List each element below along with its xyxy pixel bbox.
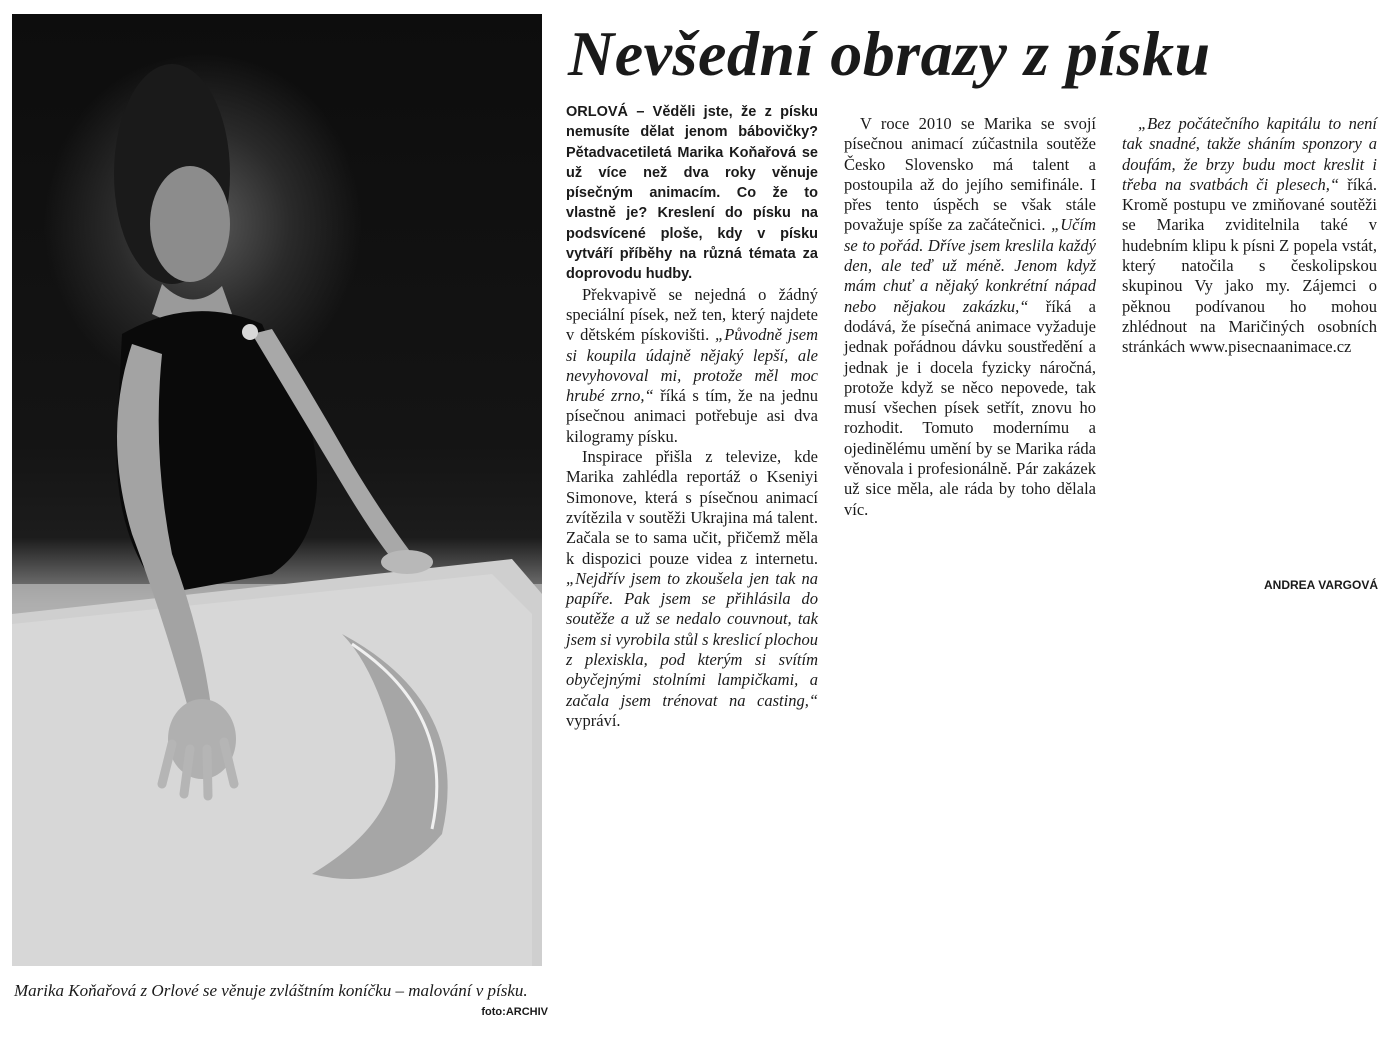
paragraph-2-text-b: vypráví. [566,710,621,730]
paragraph-3-text-a: V roce 2010 se Marika se svojí písečnou animací zúčastnila soutěže Česko Slovensko má talent a postoupila až do jejího semifinále. I přes tento úspěch se však stále považuje spíše za začátečnici. [844,114,1096,235]
paragraph-1 [566,285,818,447]
author-byline: ANDREA VARGOVÁ [1263,578,1378,592]
article-column-1 [566,102,818,730]
sand-artist-illustration [12,14,542,966]
article-photo [12,14,542,966]
paragraph-1-text-a: Překvapivě se nejedná o žádný speciální písek, než ten, který najdete v dětském pískovišti. [566,284,818,345]
paragraph-1-text-b: říká s tím, že na jednu písečnou animaci potřebuje asi dva kilogramy písku. [566,386,818,446]
article-column-3 [1122,114,1377,606]
paragraph-4 [1122,114,1377,358]
paragraph-2-quote: „Nejdřív jsem to zkoušela jen tak na papíře. Pak jsem se přihlásila do soutěže a už se nedalo couvnout, tak jsem si vyrobila stůl s kreslicí plochou z plexiskla, pod kterým si svítím obyčejnými stolními lampičkami, a začala jsem trénovat na casting,“ [566,568,818,710]
paragraph-4-text-b: říká. Kromě postupu ve zmiňované soutěži se Marika zviditelnila také v hudebním klipu k písni Z popela vstát, který natočila s českolipskou skupinou Vy jako my. Zájemci o pěknou podívanou ho mohou zhlédnout na Maričiných osobních stránkách www.pisecnaanimace.cz [1122,174,1377,357]
photo-credit: foto:ARCHIV [481,1006,548,1018]
paragraph-3 [844,114,1096,520]
paragraph-3-quote: „Učím se to pořád. Dříve jsem kreslila každý den, ale teď už méně. Jenom když mám chuť a nějaký konkrétní nápad nebo nějakou zakázku,“ [844,215,1096,316]
article-column-2 [844,114,1096,606]
paragraph-1-quote: „Původně jsem si koupila údajně nějaký lepší, ale nevyhovoval mi, protože měl moc hrubé zrno,“ [566,325,818,406]
paragraph-4-quote: „Bez počátečního kapitálu to není tak snadné, takže sháním sponzory a doufám, že brzy budu moct kreslit i třeba na svatbách či plesech,“ [1122,114,1377,194]
paragraph-3-text-b: říká a dodává, že písečná animace vyžaduje jednak pořádnou dávku soustředění a jednak je i docela fyzicky náročná, protože když se něco nepovede, tak musí všechen písek setřít, znovu ho rozhodit. Tomuto modernímu a ojedinělému umění by se Marika ráda věnovala i profesionálně. Pár zakázek už sice měla, ale ráda by toho dělala víc. [844,296,1096,519]
photo-caption: Marika Koňařová z Orlové se věnuje zvláštním koníčku – malování v písku. [14,981,528,1000]
headline: Nevšední obrazy z písku [568,18,1211,89]
lead-paragraph: ORLOVÁ – Věděli jste, že z písku nemusíte dělat jenom bábovičky? Pětadvacetiletá Marika Koňařová se už více než dva roky věnuje písečným animacím. Co že to vlastně je? Kreslení do písku na podsvícené ploše, kdy v písku vytváří příběhy na různá témata za doprovodu hudby. [566,104,818,283]
paragraph-2 [566,447,818,731]
paragraph-2-text-a: Inspirace přišla z televize, kde Marika zahlédla reportáž o Kseniyi Simonove, která s písečnou animací zvítězila v soutěži Ukrajina má talent. Začala se to sama učit, přičemž měla k dispozici pouze videa z internetu. [566,447,818,568]
